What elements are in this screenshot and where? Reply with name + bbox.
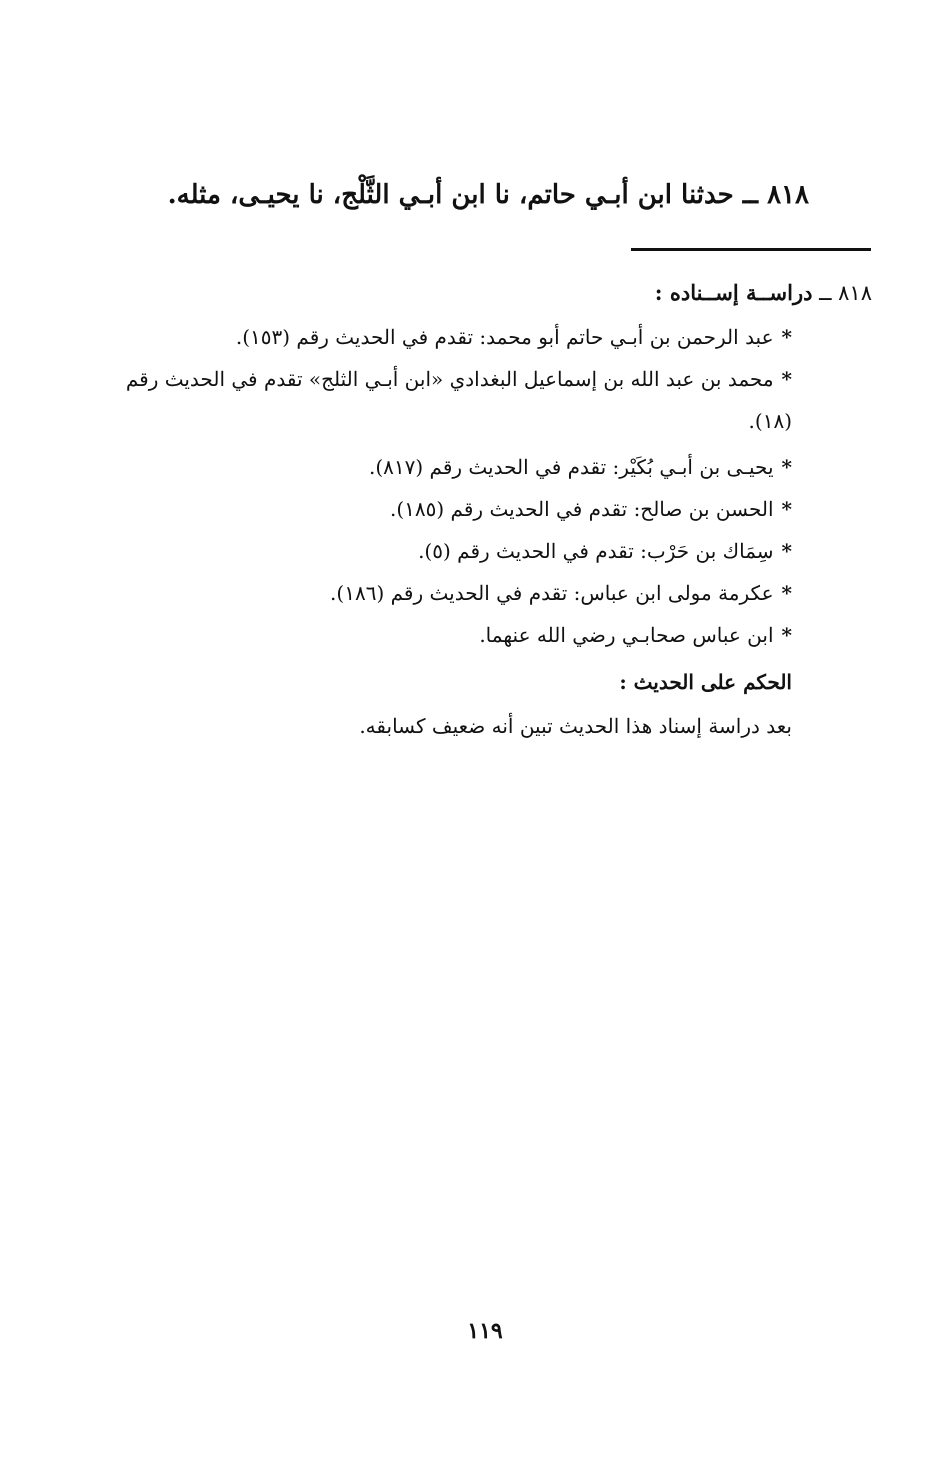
narrator-item [330, 572, 792, 614]
narrator-text: يحيـى بن أبـي بُكَيْر: تقدم في الحديث رقم (٨١٧). [368, 455, 774, 479]
hadith-text: ٨١٨ ــ حدثنا ابن أبـي حاتم، نا ابن أبـي الثَّلْج، نا يحيـى، مثله. [167, 180, 809, 210]
bullet-icon: * [781, 623, 792, 647]
bullet-icon: * [781, 581, 792, 605]
narrator-text: عبد الرحمن بن أبـي حاتم أبو محمد: تقدم في الحديث رقم (١٥٣). [235, 325, 774, 349]
narrator-item-wrapped [112, 358, 792, 442]
footnote-divider [631, 248, 871, 251]
narrator-text: ابن عباس صحابـي رضي الله عنهما. [479, 623, 774, 647]
isnad-study-heading [655, 276, 872, 310]
narrator-item [330, 446, 792, 488]
bullet-icon: * [781, 497, 792, 521]
study-title: دراســة إســناده : [654, 280, 813, 305]
narrator-item [236, 316, 792, 358]
bullet-icon: * [781, 455, 792, 479]
narrator-text: عكرمة مولى ابن عباس: تقدم في الحديث رقم (١٨٦). [330, 581, 774, 605]
bullet-icon: * [781, 367, 792, 391]
verdict-text: بعد دراسة إسناد هذا الحديث تبين أنه ضعيف كسابقه. [359, 714, 792, 738]
study-number: ٨١٨ ــ [819, 281, 872, 305]
narrator-list [330, 446, 792, 656]
narrator-item [330, 488, 792, 530]
verdict-heading: الحكم على الحديث : [619, 670, 792, 694]
narrator-text: الحسن بن صالح: تقدم في الحديث رقم (١٨٥). [389, 497, 774, 521]
narrator-text: سِمَاك بن حَرْب: تقدم في الحديث رقم (٥). [418, 539, 774, 563]
narrator-text: محمد بن عبد الله بن إسماعيل البغدادي «ابن أبـي الثلج» تقدم في الحديث رقم (١٨). [125, 367, 792, 433]
narrator-list-top [236, 316, 792, 358]
page-number: ١١٩ [467, 1318, 503, 1344]
bullet-icon: * [781, 325, 792, 349]
narrator-item [330, 614, 792, 656]
narrator-item [330, 530, 792, 572]
bullet-icon: * [781, 539, 792, 563]
